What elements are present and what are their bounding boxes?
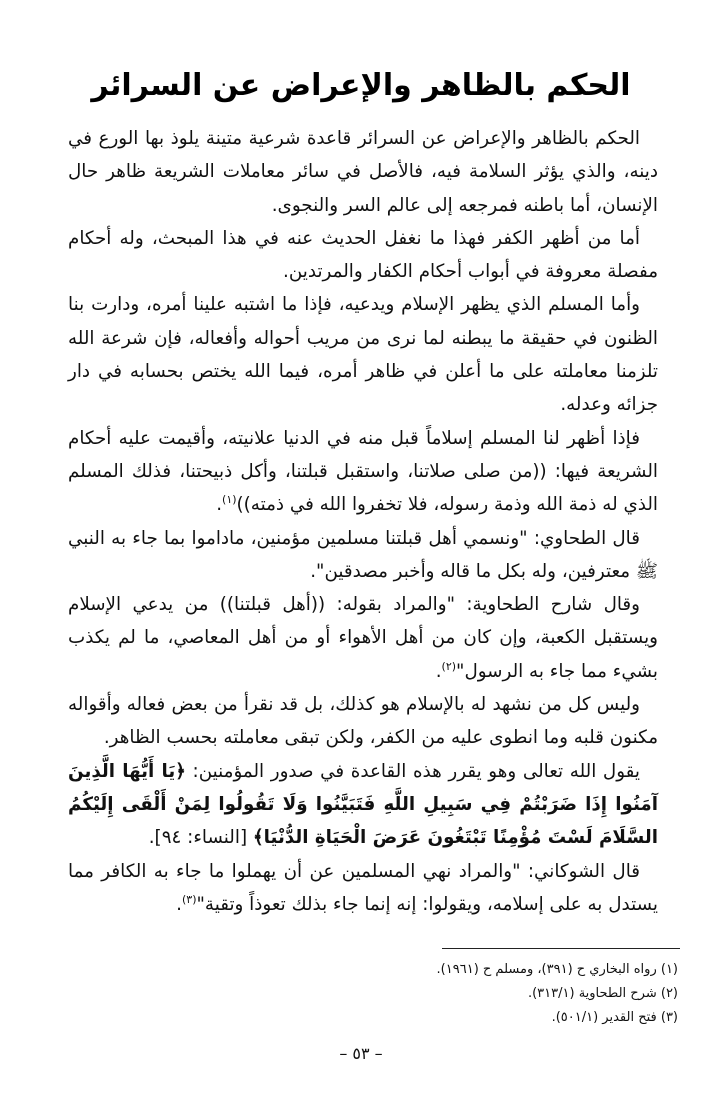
paragraph-text: الحكم بالظاهر والإعراض عن السرائر قاعدة شرعية متينة يلوذ بها الورع في دينه، والذي يؤثر السلامة فيه، فالأصل في سائر معاملات الشريعة ظاهر حال الإنسان، أما باطنه فمرجعه إلى عالم السر والنجوى. — [68, 128, 658, 216]
page-title: الحكم بالظاهر والإعراض عن السرائر — [91, 68, 631, 103]
paragraph-text: فإذا أظهر لنا المسلم إسلاماً قبل منه في الدنيا علانيته، وأقيمت عليه أحكام الشريعة فيها: ((من صلى صلاتنا، واستقبل قبلتنا، وأكل ذبيحتنا، فذلك المسلم الذي له ذمة الله وذمة رسوله، فلا تخفروا الله في ذمته)) — [68, 427, 658, 516]
footnote: (١) رواه البخاري ح (٣٩١)، ومسلم ح (١٩٦١). — [436, 962, 678, 977]
quran-verse: ﴿يَا أَيُّهَا الَّذِينَ آمَنُوا إِذَا ضَرَبْتُمْ فِي سَبِيلِ اللَّهِ فَتَبَيَّنُوا وَلَا تَقُولُوا لِمَنْ أَلْقَى إِلَيْكُمُ السَّلَامَ لَسْتَ مُؤْمِنًا تَبْتَغُونَ عَرَضَ الْحَيَاةِ الدُّنْيَا﴾ — [68, 760, 658, 849]
main-text — [68, 122, 658, 921]
paragraph-text: يقول الله تعالى وهو يقرر هذه القاعدة في صدور المؤمنين: — [192, 760, 640, 782]
paragraph — [68, 688, 658, 755]
paragraph — [68, 222, 658, 289]
footnote: (٣) فتح القدير (٥٠١/١). — [551, 1010, 678, 1025]
paragraph — [68, 288, 658, 421]
paragraph: قال الشوكاني: "والمراد نهي المسلمين عن أن يهملوا ما جاء به الكافر مما يستدل به على إسلامه، ويقولوا: إنه إنما جاء بذلك تعوذاً وتقية"$^{(٣)}$. — [68, 860, 658, 915]
paragraph-text: أما من أظهر الكفر فهذا ما نغفل الحديث عنه في هذا المبحث، وله أحكام مفصلة معروفة في أبواب أحكام الكفار والمرتدين. — [68, 227, 658, 283]
footnotes — [258, 958, 678, 1030]
footnote-divider — [442, 948, 680, 949]
paragraph: فإذا أظهر لنا المسلم إسلاماً قبل منه في الدنيا علانيته، وأقيمت عليه أحكام الشريعة فيها: ((من صلى صلاتنا، واستقبل قبلتنا، وأكل ذبيحتنا، فذلك المسلم الذي له ذمة الله وذمة رسوله، فلا تخفروا الله في ذمته))$^{(١)}$. — [68, 427, 658, 516]
paragraph: وقال شارح الطحاوية: "والمراد بقوله: ((أهل قبلتنا)) من يدعي الإسلام ويستقبل الكعبة، وإن كان من أهل الأهواء أو من أهل المعاصي، ما لم يكذب بشيء مما جاء به الرسول"$^{(٢)}$. — [68, 594, 658, 682]
verse-citation: [النساء: ٩٤]. — [148, 827, 248, 849]
paragraph-text: قال الطحاوي: "ونسمي أهل قبلتنا مسلمين مؤمنين، ماداموا بما جاء به النبي ﷺ معترفين، وله بكل ما قاله وأخبر مصدقين". — [68, 527, 658, 582]
paragraph-text: وأما المسلم الذي يظهر الإسلام ويدعيه، فإذا ما اشتبه علينا أمره، ودارت بنا الظنون في حقيقة ما يبطنه لما نرى من مريب أحواله وأفعاله، فإن شرعة الله تلزمنا معاملته على ما أعلن في ظاهر أمره، فيما الله يختص بحسابه في دار جزائه وعدله. — [68, 294, 658, 416]
footnote-ref: (٣) — [181, 892, 197, 906]
paragraph-text: وليس كل من نشهد له بالإسلام هو كذلك، بل قد نقرأ من بعض فعاله وأقواله مكنون قلبه وما انطوى عليه من الكفر، ولكن تبقى معاملته بحسب الظاهر. — [68, 694, 658, 749]
paragraph-text: قال الشوكاني: "والمراد نهي المسلمين عن أن يهملوا ما جاء به الكافر مما يستدل به على إسلامه، ويقولوا: إنه إنما جاء بذلك تعوذاً وتقية" — [68, 860, 658, 915]
paragraph — [68, 122, 658, 222]
footnote: (٢) شرح الطحاوية (٣١٣/١). — [527, 986, 678, 1001]
footnote-ref: (٢) — [441, 659, 457, 673]
paragraph — [68, 522, 658, 589]
paragraph — [68, 755, 658, 855]
page-number: – ٥٣ – — [339, 1044, 383, 1063]
paragraph-text: وقال شارح الطحاوية: "والمراد بقوله: ((أهل قبلتنا)) من يدعي الإسلام ويستقبل الكعبة، وإن كان من أهل الأهواء أو من أهل المعاصي، ما لم يكذب بشيء مما جاء به الرسول" — [68, 594, 658, 682]
footnote-ref: (١) — [222, 493, 237, 507]
